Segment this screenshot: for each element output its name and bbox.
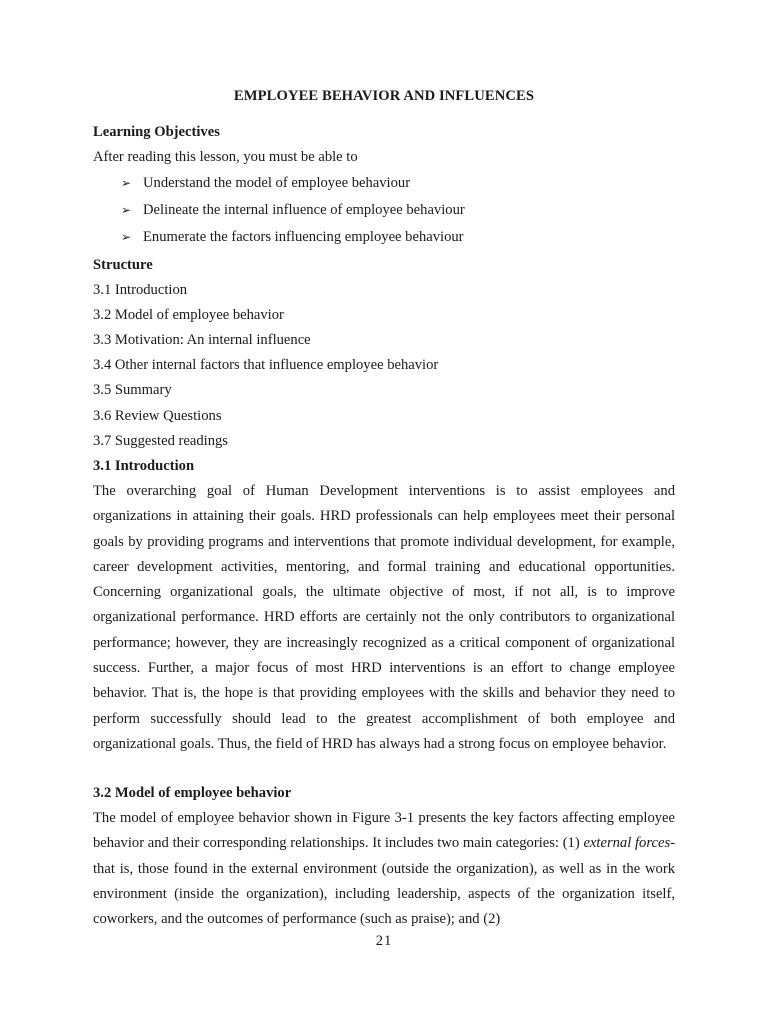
section-31-heading: 3.1 Introduction: [93, 458, 195, 474]
structure-item: 3.4 Other internal factors that influence employee behavior: [93, 357, 439, 373]
section-32-paragraph: The model of employee behavior shown in Figure 3-1 presents the key factors affecting employee behavior and their corresponding relationships. It includes two main categories: (1) external forces- that is, those found in the external environment (outside the organization), as well as in the work environment (inside the organization), including leadership, aspects of the organization itself, coworkers, and the outcomes of performance (such as praise); and (2): [93, 810, 675, 928]
arrow-bullet-icon: ➢: [121, 176, 132, 190]
structure-item: 3.6 Review Questions: [93, 408, 222, 424]
arrow-bullet-icon: ➢: [121, 203, 132, 217]
structure-item: 3.1 Introduction: [93, 282, 188, 298]
objective-bullet: ➢ Delineate the internal influence of employee behaviour: [121, 202, 465, 218]
learning-objectives-intro: After reading this lesson, you must be able to: [93, 149, 358, 165]
structure-item: 3.7 Suggested readings: [93, 433, 228, 449]
page-number: 21: [375, 933, 393, 949]
structure-heading: Structure: [93, 257, 153, 273]
structure-item: 3.3 Motivation: An internal influence: [93, 332, 311, 348]
section-32-heading: 3.2 Model of employee behavior: [93, 785, 292, 801]
structure-item: 3.5 Summary: [93, 382, 172, 398]
document-title: EMPLOYEE BEHAVIOR AND INFLUENCES: [233, 88, 535, 104]
section-31-paragraph: The overarching goal of Human Development interventions is to assist employees and organizations in attaining their goals. HRD professionals can help employees meet their personal goals by providing programs and interventions that promote individual development, for example, career development activities, mentoring, and formal training and educational opportunities. Concerning organizational goals, the ultimate objective of most, if not all, is to improve organizational performance. HRD efforts are certainly not the only contributors to organizational performance; however, they are increasingly recognized as a critical component of organizational success. Further, a major focus of most HRD interventions is an effort to change employee behavior. That is, the hope is that providing employees with the skills and behavior they need to perform successfully should lead to the greatest accomplishment of both employee and organizational goals. Thus, the field of HRD has always had a strong focus on employee behavior.: [93, 483, 675, 752]
learning-objectives-heading: Learning Objectives: [93, 124, 220, 140]
arrow-bullet-icon: ➢: [121, 230, 132, 244]
structure-item: 3.2 Model of employee behavior: [93, 307, 284, 323]
objective-bullet: ➢ Understand the model of employee behaviour: [121, 175, 411, 191]
objective-bullet: ➢ Enumerate the factors influencing employee behaviour: [121, 229, 464, 245]
italic-term: external forces: [583, 835, 671, 852]
